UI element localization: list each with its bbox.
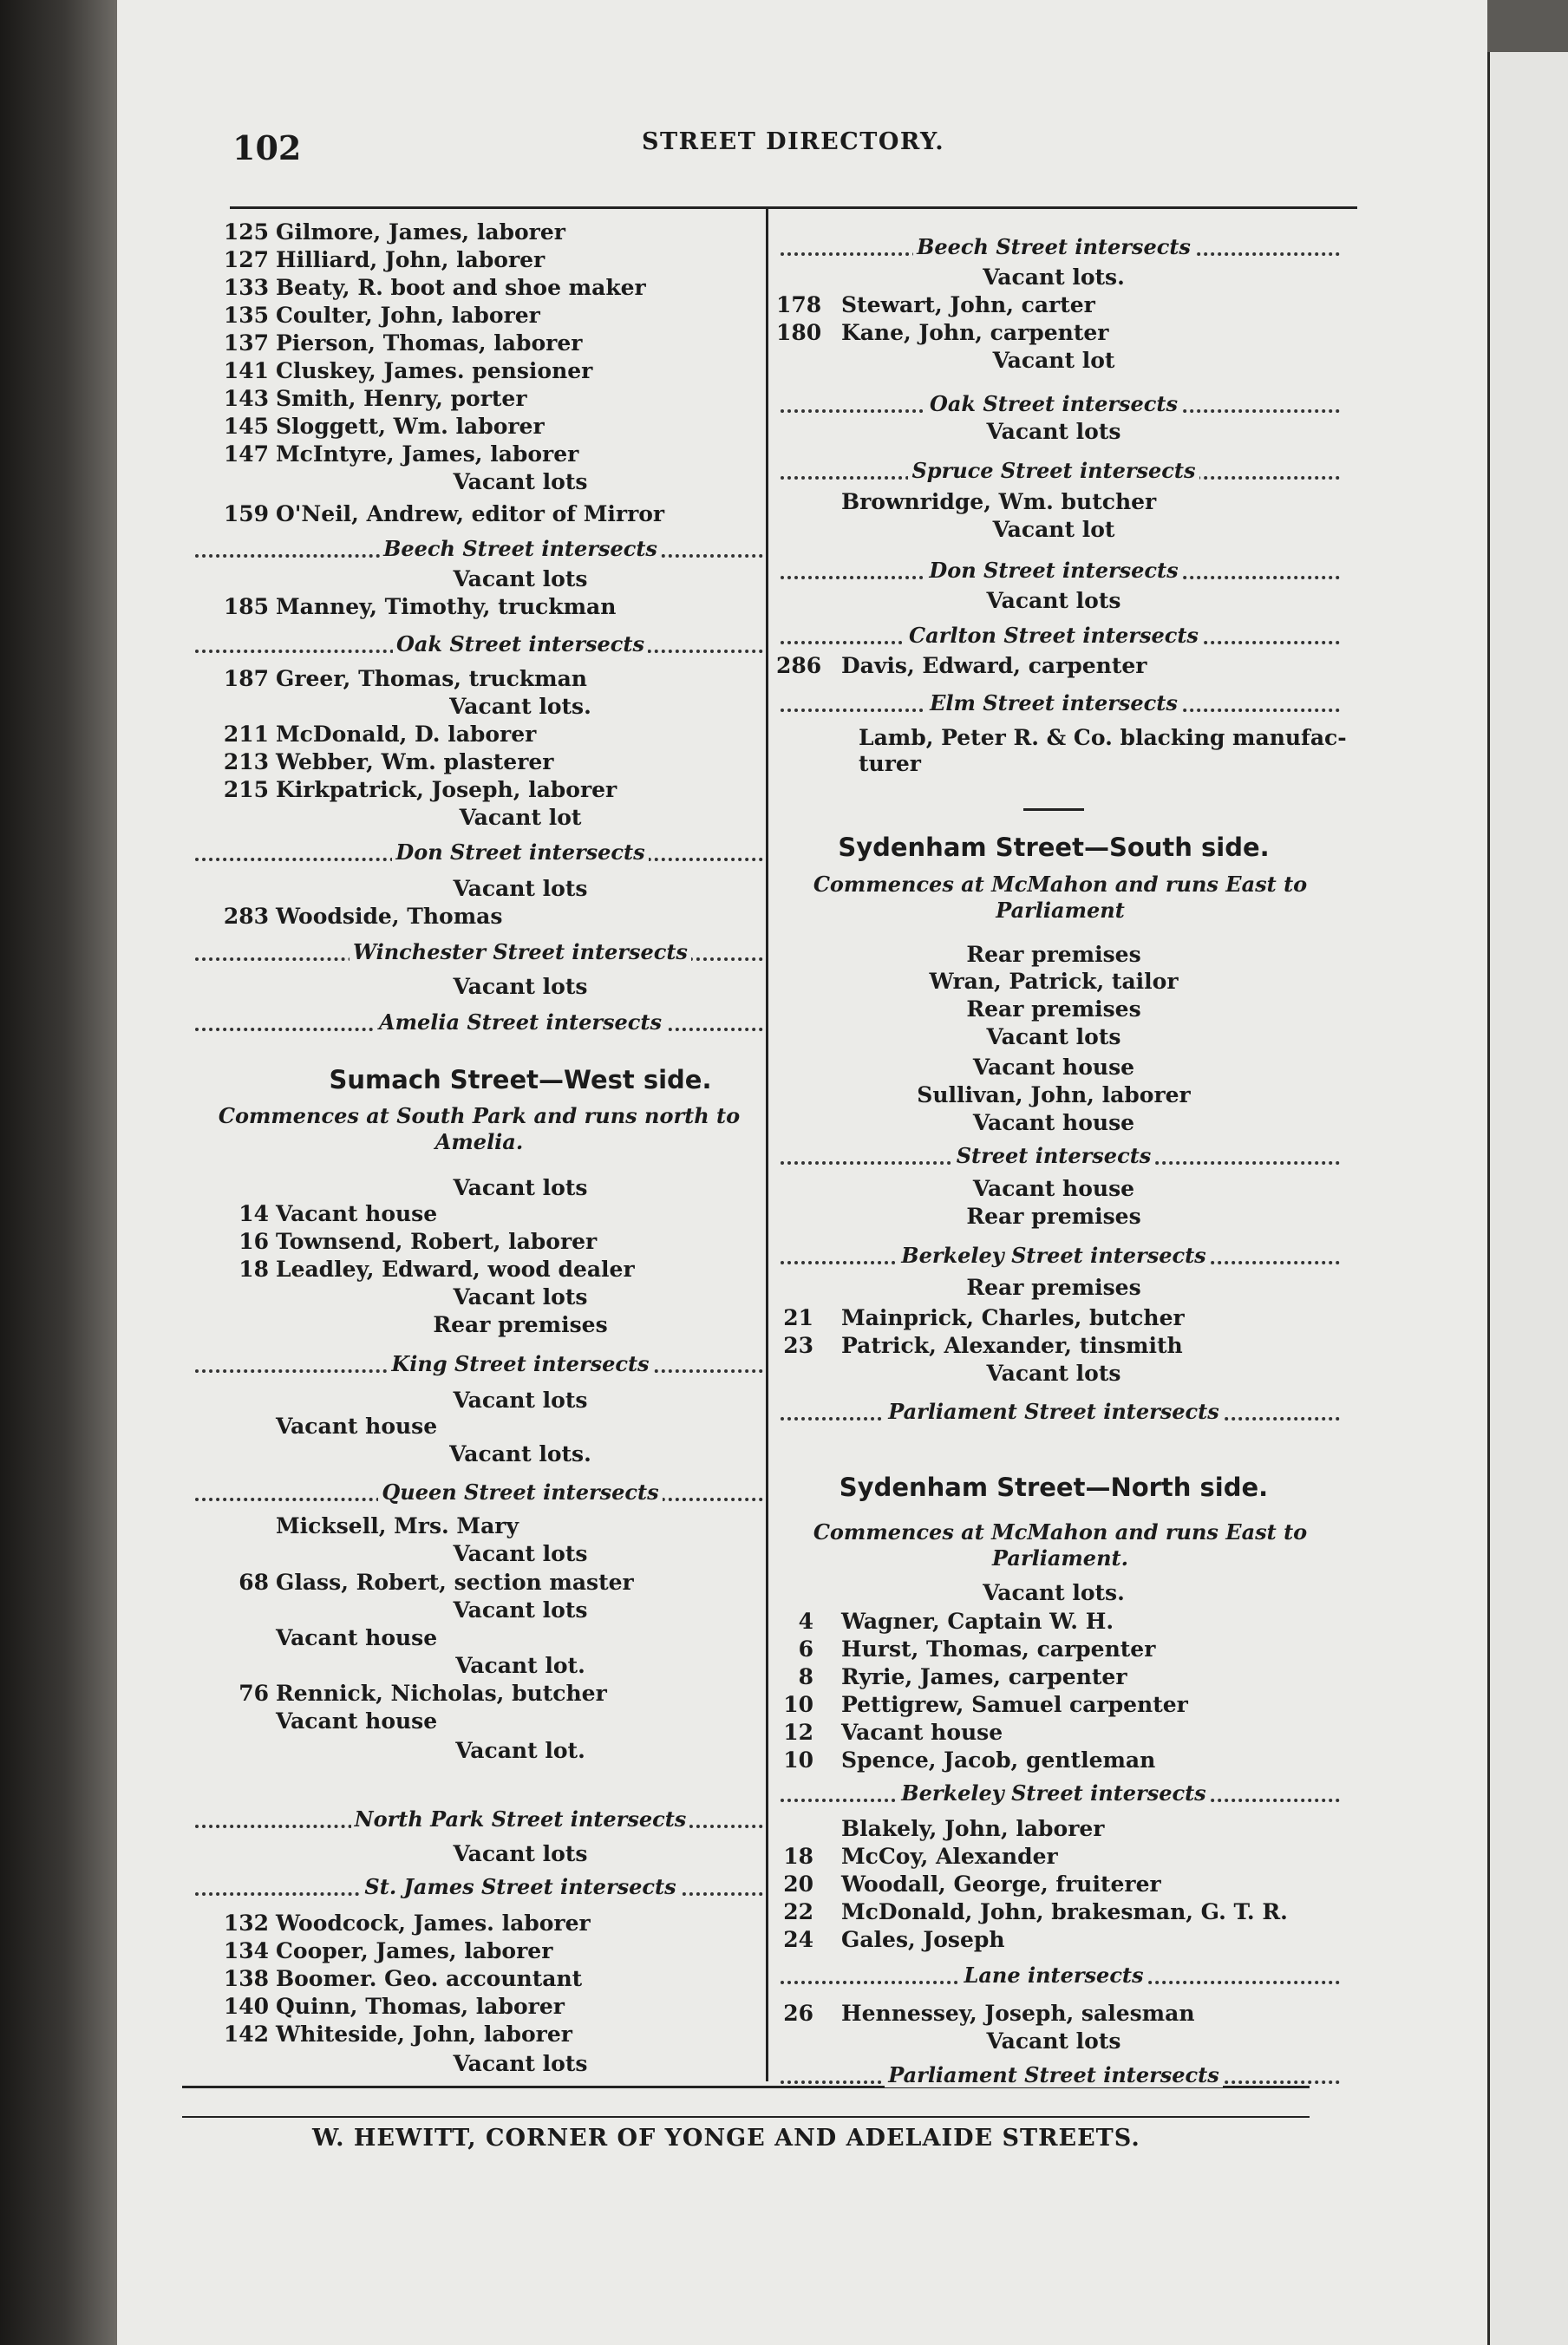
vacant-entry: Vacant lots xyxy=(453,974,588,999)
resident-entry: Davis, Edward, carpenter xyxy=(841,653,1147,678)
resident-entry: Smith, Henry, porter xyxy=(276,386,527,411)
vacant-entry: Vacant lots xyxy=(453,1388,588,1413)
cross-street-label-text: King Street intersects xyxy=(388,1351,652,1376)
house-number: 286 xyxy=(776,653,822,678)
house-number: 211 xyxy=(223,722,269,747)
resident-entry: Woodall, George, fruiterer xyxy=(841,1871,1161,1897)
vacant-entry: Vacant lots xyxy=(453,2051,588,2076)
house-number: 8 xyxy=(798,1664,813,1689)
resident-entry: Gilmore, James, laborer xyxy=(276,219,565,245)
cross-street-label-text: Don Street intersects xyxy=(925,558,1181,583)
house-number: 215 xyxy=(223,777,269,802)
section-description: Commences at McMahon and runs East to Parliament xyxy=(813,872,1308,923)
resident-entry: McIntyre, James, laborer xyxy=(276,441,579,467)
cross-street-label-text: Spruce Street intersects xyxy=(908,458,1199,483)
cross-street-label xyxy=(863,1780,1245,1806)
footer-advert: W. HEWITT, CORNER OF YONGE AND ADELAIDE STREETS. xyxy=(312,2125,1140,2152)
cross-street-label xyxy=(863,458,1245,483)
footer-rule-lower xyxy=(182,2116,1310,2118)
house-number: 23 xyxy=(783,1333,813,1358)
cross-street-label-text: Beech Street intersects xyxy=(913,234,1194,259)
resident-entry: Spence, Jacob, gentleman xyxy=(841,1747,1156,1773)
vacant-entry: Rear premises xyxy=(966,1275,1141,1300)
resident-entry: Ryrie, James, carpenter xyxy=(841,1664,1127,1689)
house-number: 143 xyxy=(223,386,269,411)
cross-street-label-text: Beech Street intersects xyxy=(380,536,661,561)
resident-entry: Kirkpatrick, Joseph, laborer xyxy=(276,777,617,802)
cross-street-label xyxy=(330,1806,711,1832)
cross-street-label xyxy=(330,1009,711,1035)
house-number: 213 xyxy=(223,749,269,774)
cross-street-label-text: Oak Street intersects xyxy=(393,631,648,656)
cross-street-label xyxy=(863,234,1245,259)
vacant-entry: Vacant lots. xyxy=(449,694,591,719)
house-number: 178 xyxy=(776,292,822,317)
vacant-entry: Rear premises xyxy=(966,942,1141,967)
house-number: 147 xyxy=(223,441,269,467)
house-number: 12 xyxy=(783,1720,813,1745)
house-number: 133 xyxy=(223,275,269,300)
cross-street-label xyxy=(863,623,1245,648)
resident-entry: Micksell, Mrs. Mary xyxy=(276,1513,519,1538)
vacant-entry: Wran, Patrick, tailor xyxy=(929,969,1179,994)
house-number: 22 xyxy=(783,1899,813,1924)
cross-street-label xyxy=(330,839,711,865)
cross-street-label-text: Lane intersects xyxy=(960,1963,1147,1988)
house-number: 137 xyxy=(223,330,269,356)
resident-entry: Hennessey, Joseph, salesman xyxy=(841,2001,1195,2026)
resident-entry: Blakely, John, laborer xyxy=(841,1816,1105,1841)
cross-street-label xyxy=(330,536,711,561)
resident-entry: Cluskey, James. pensioner xyxy=(276,358,593,383)
vacant-entry: Vacant lots xyxy=(453,469,588,494)
resident-entry: Woodside, Thomas xyxy=(276,904,503,929)
resident-entry: Leadley, Edward, wood dealer xyxy=(276,1257,635,1282)
house-number: 127 xyxy=(223,247,269,272)
house-number: 21 xyxy=(783,1305,813,1330)
house-number: 68 xyxy=(238,1570,269,1595)
cross-street-label-text: Carlton Street intersects xyxy=(905,623,1202,648)
resident-entry: Hurst, Thomas, carpenter xyxy=(841,1636,1156,1662)
cross-street-label-text: Amelia Street intersects xyxy=(376,1009,665,1035)
resident-entry: Stewart, John, carter xyxy=(841,292,1095,317)
next-page-edge xyxy=(1487,52,1568,2345)
book-spine-edge xyxy=(0,0,117,2345)
cross-street-label-text: Street intersects xyxy=(953,1143,1155,1168)
house-number: 6 xyxy=(798,1636,813,1662)
resident-entry: Glass, Robert, section master xyxy=(276,1570,634,1595)
vacant-entry: Vacant lots xyxy=(453,1541,588,1566)
vacant-entry: Vacant house xyxy=(972,1176,1135,1201)
resident-entry: Wagner, Captain W. H. xyxy=(841,1609,1114,1634)
resident-entry: Vacant house xyxy=(276,1201,438,1226)
house-number: 134 xyxy=(223,1938,269,1963)
resident-entry: Greer, Thomas, truckman xyxy=(276,666,587,691)
resident-entry: Sloggett, Wm. laborer xyxy=(276,414,545,439)
short-divider xyxy=(1023,808,1084,811)
resident-entry: Whiteside, John, laborer xyxy=(276,2022,572,2047)
house-number: 132 xyxy=(223,1911,269,1936)
house-number: 135 xyxy=(223,303,269,328)
page-title: STREET DIRECTORY. xyxy=(642,128,945,155)
cross-street-label xyxy=(863,1399,1245,1424)
vacant-entry: Vacant lots xyxy=(453,1284,588,1310)
vacant-entry: Vacant lots xyxy=(986,588,1121,613)
resident-entry: Gales, Joseph xyxy=(841,1927,1005,1952)
vacant-entry: Vacant lots xyxy=(453,1841,588,1866)
house-number: 24 xyxy=(783,1927,813,1952)
resident-entry: Rennick, Nicholas, butcher xyxy=(276,1681,607,1706)
cross-street-label-text: Parliament Street intersects xyxy=(885,2062,1223,2087)
cross-street-label xyxy=(330,1351,711,1376)
house-number: 140 xyxy=(223,1994,269,2019)
house-number: 185 xyxy=(223,594,269,619)
header-rule xyxy=(230,206,1357,209)
house-number: 26 xyxy=(783,2001,813,2026)
house-number: 4 xyxy=(798,1609,813,1634)
resident-entry: Webber, Wm. plasterer xyxy=(276,749,554,774)
vacant-entry: Vacant lots. xyxy=(983,265,1125,290)
resident-entry: turer xyxy=(859,751,921,776)
vacant-entry: Vacant lots xyxy=(986,2028,1121,2054)
cross-street-label-text: Parliament Street intersects xyxy=(885,1399,1223,1424)
vacant-entry: Rear premises xyxy=(966,1204,1141,1229)
resident-entry: Lamb, Peter R. & Co. blacking manufac- xyxy=(859,725,1347,750)
section-description: Commences at South Park and runs north to Amelia. xyxy=(218,1103,741,1154)
resident-entry: McDonald, D. laborer xyxy=(276,722,537,747)
vacant-entry: Vacant lots xyxy=(453,1175,588,1200)
resident-entry: Quinn, Thomas, laborer xyxy=(276,1994,565,2019)
resident-entry: Cooper, James, laborer xyxy=(276,1938,553,1963)
house-number: 16 xyxy=(238,1229,269,1254)
vacant-entry: Vacant lots xyxy=(453,876,588,901)
house-number: 18 xyxy=(238,1257,269,1282)
cross-street-label xyxy=(330,631,711,656)
vacant-entry: Rear premises xyxy=(966,996,1141,1022)
resident-entry: Townsend, Robert, laborer xyxy=(276,1229,598,1254)
resident-entry: Hilliard, John, laborer xyxy=(276,247,546,272)
house-number: 18 xyxy=(783,1844,813,1869)
resident-entry: Woodcock, James. laborer xyxy=(276,1911,591,1936)
resident-entry: Vacant house xyxy=(276,1708,438,1734)
vacant-entry: Rear premises xyxy=(433,1312,608,1337)
resident-entry: Vacant house xyxy=(276,1414,438,1439)
house-number: 76 xyxy=(238,1681,269,1706)
vacant-entry: Vacant lot xyxy=(992,517,1115,542)
cross-street-label xyxy=(330,939,711,964)
house-number: 142 xyxy=(223,2022,269,2047)
resident-entry: Vacant house xyxy=(276,1625,438,1650)
house-number: 187 xyxy=(223,666,269,691)
cross-street-label xyxy=(330,1480,711,1505)
vacant-entry: Vacant lot xyxy=(459,805,582,830)
section-heading: Sumach Street—West side. xyxy=(329,1065,712,1094)
cross-street-label xyxy=(863,391,1245,416)
resident-entry: McCoy, Alexander xyxy=(841,1844,1058,1869)
resident-entry: Beaty, R. boot and shoe maker xyxy=(276,275,646,300)
vacant-entry: Vacant lot. xyxy=(455,1653,585,1678)
vacant-entry: Vacant house xyxy=(972,1055,1135,1080)
section-description: Commences at McMahon and runs East to Parliament. xyxy=(813,1519,1308,1571)
cross-street-label xyxy=(863,1143,1245,1168)
resident-entry: Coulter, John, laborer xyxy=(276,303,540,328)
cross-street-label xyxy=(863,690,1245,715)
vacant-entry: Vacant lots xyxy=(986,1024,1121,1049)
resident-entry: Boomer. Geo. accountant xyxy=(276,1966,583,1991)
cross-street-label xyxy=(863,1243,1245,1268)
resident-entry: Mainprick, Charles, butcher xyxy=(841,1305,1185,1330)
section-heading: Sydenham Street—South side. xyxy=(838,833,1270,862)
resident-entry: Pettigrew, Samuel carpenter xyxy=(841,1692,1188,1717)
house-number: 14 xyxy=(238,1201,269,1226)
vacant-entry: Vacant lots xyxy=(453,1597,588,1623)
cross-street-label-text: Winchester Street intersects xyxy=(350,939,691,964)
house-number: 180 xyxy=(776,320,822,345)
resident-entry: O'Neil, Andrew, editor of Mirror xyxy=(276,501,665,526)
cross-street-label-text: Oak Street intersects xyxy=(926,391,1181,416)
resident-entry: Brownridge, Wm. butcher xyxy=(841,489,1157,514)
resident-entry: McDonald, John, brakesman, G. T. R. xyxy=(841,1899,1288,1924)
cross-street-label-text: Elm Street intersects xyxy=(926,690,1181,715)
cross-street-label-text: St. James Street intersects xyxy=(361,1874,679,1899)
cross-street-label xyxy=(863,1963,1245,1988)
vacant-entry: Vacant lot xyxy=(992,348,1115,373)
house-number: 10 xyxy=(783,1692,813,1717)
cross-street-label-text: Don Street intersects xyxy=(392,839,648,865)
house-number: 141 xyxy=(223,358,269,383)
vacant-entry: Vacant lot. xyxy=(455,1738,585,1763)
vacant-entry: Vacant lots xyxy=(453,566,588,591)
house-number: 145 xyxy=(223,414,269,439)
section-heading: Sydenham Street—North side. xyxy=(839,1473,1269,1502)
house-number: 10 xyxy=(783,1747,813,1773)
resident-entry: Manney, Timothy, truckman xyxy=(276,594,617,619)
vacant-entry: Vacant lots xyxy=(986,1361,1121,1386)
resident-entry: Vacant house xyxy=(841,1720,1003,1745)
house-number: 20 xyxy=(783,1871,813,1897)
vacant-entry: Vacant lots. xyxy=(449,1441,591,1466)
cross-street-label xyxy=(863,558,1245,583)
cross-street-label-text: Queen Street intersects xyxy=(378,1480,662,1505)
house-number: 138 xyxy=(223,1966,269,1991)
resident-entry: Patrick, Alexander, tinsmith xyxy=(841,1333,1183,1358)
vacant-entry: Vacant lots xyxy=(986,419,1121,444)
house-number: 283 xyxy=(223,904,269,929)
cross-street-label xyxy=(863,2062,1245,2087)
house-number: 125 xyxy=(223,219,269,245)
cross-street-label-text: Berkeley Street intersects xyxy=(898,1243,1209,1268)
resident-entry: Kane, John, carpenter xyxy=(841,320,1109,345)
cross-street-label-text: North Park Street intersects xyxy=(351,1806,690,1832)
cross-street-label-text: Berkeley Street intersects xyxy=(898,1780,1209,1806)
page-number: 102 xyxy=(232,128,302,167)
vacant-entry: Vacant lots. xyxy=(983,1580,1125,1605)
cross-street-label xyxy=(330,1874,711,1899)
resident-entry: Pierson, Thomas, laborer xyxy=(276,330,583,356)
vacant-entry: Vacant house xyxy=(972,1110,1135,1135)
house-number: 159 xyxy=(223,501,269,526)
vacant-entry: Sullivan, John, laborer xyxy=(917,1082,1191,1107)
